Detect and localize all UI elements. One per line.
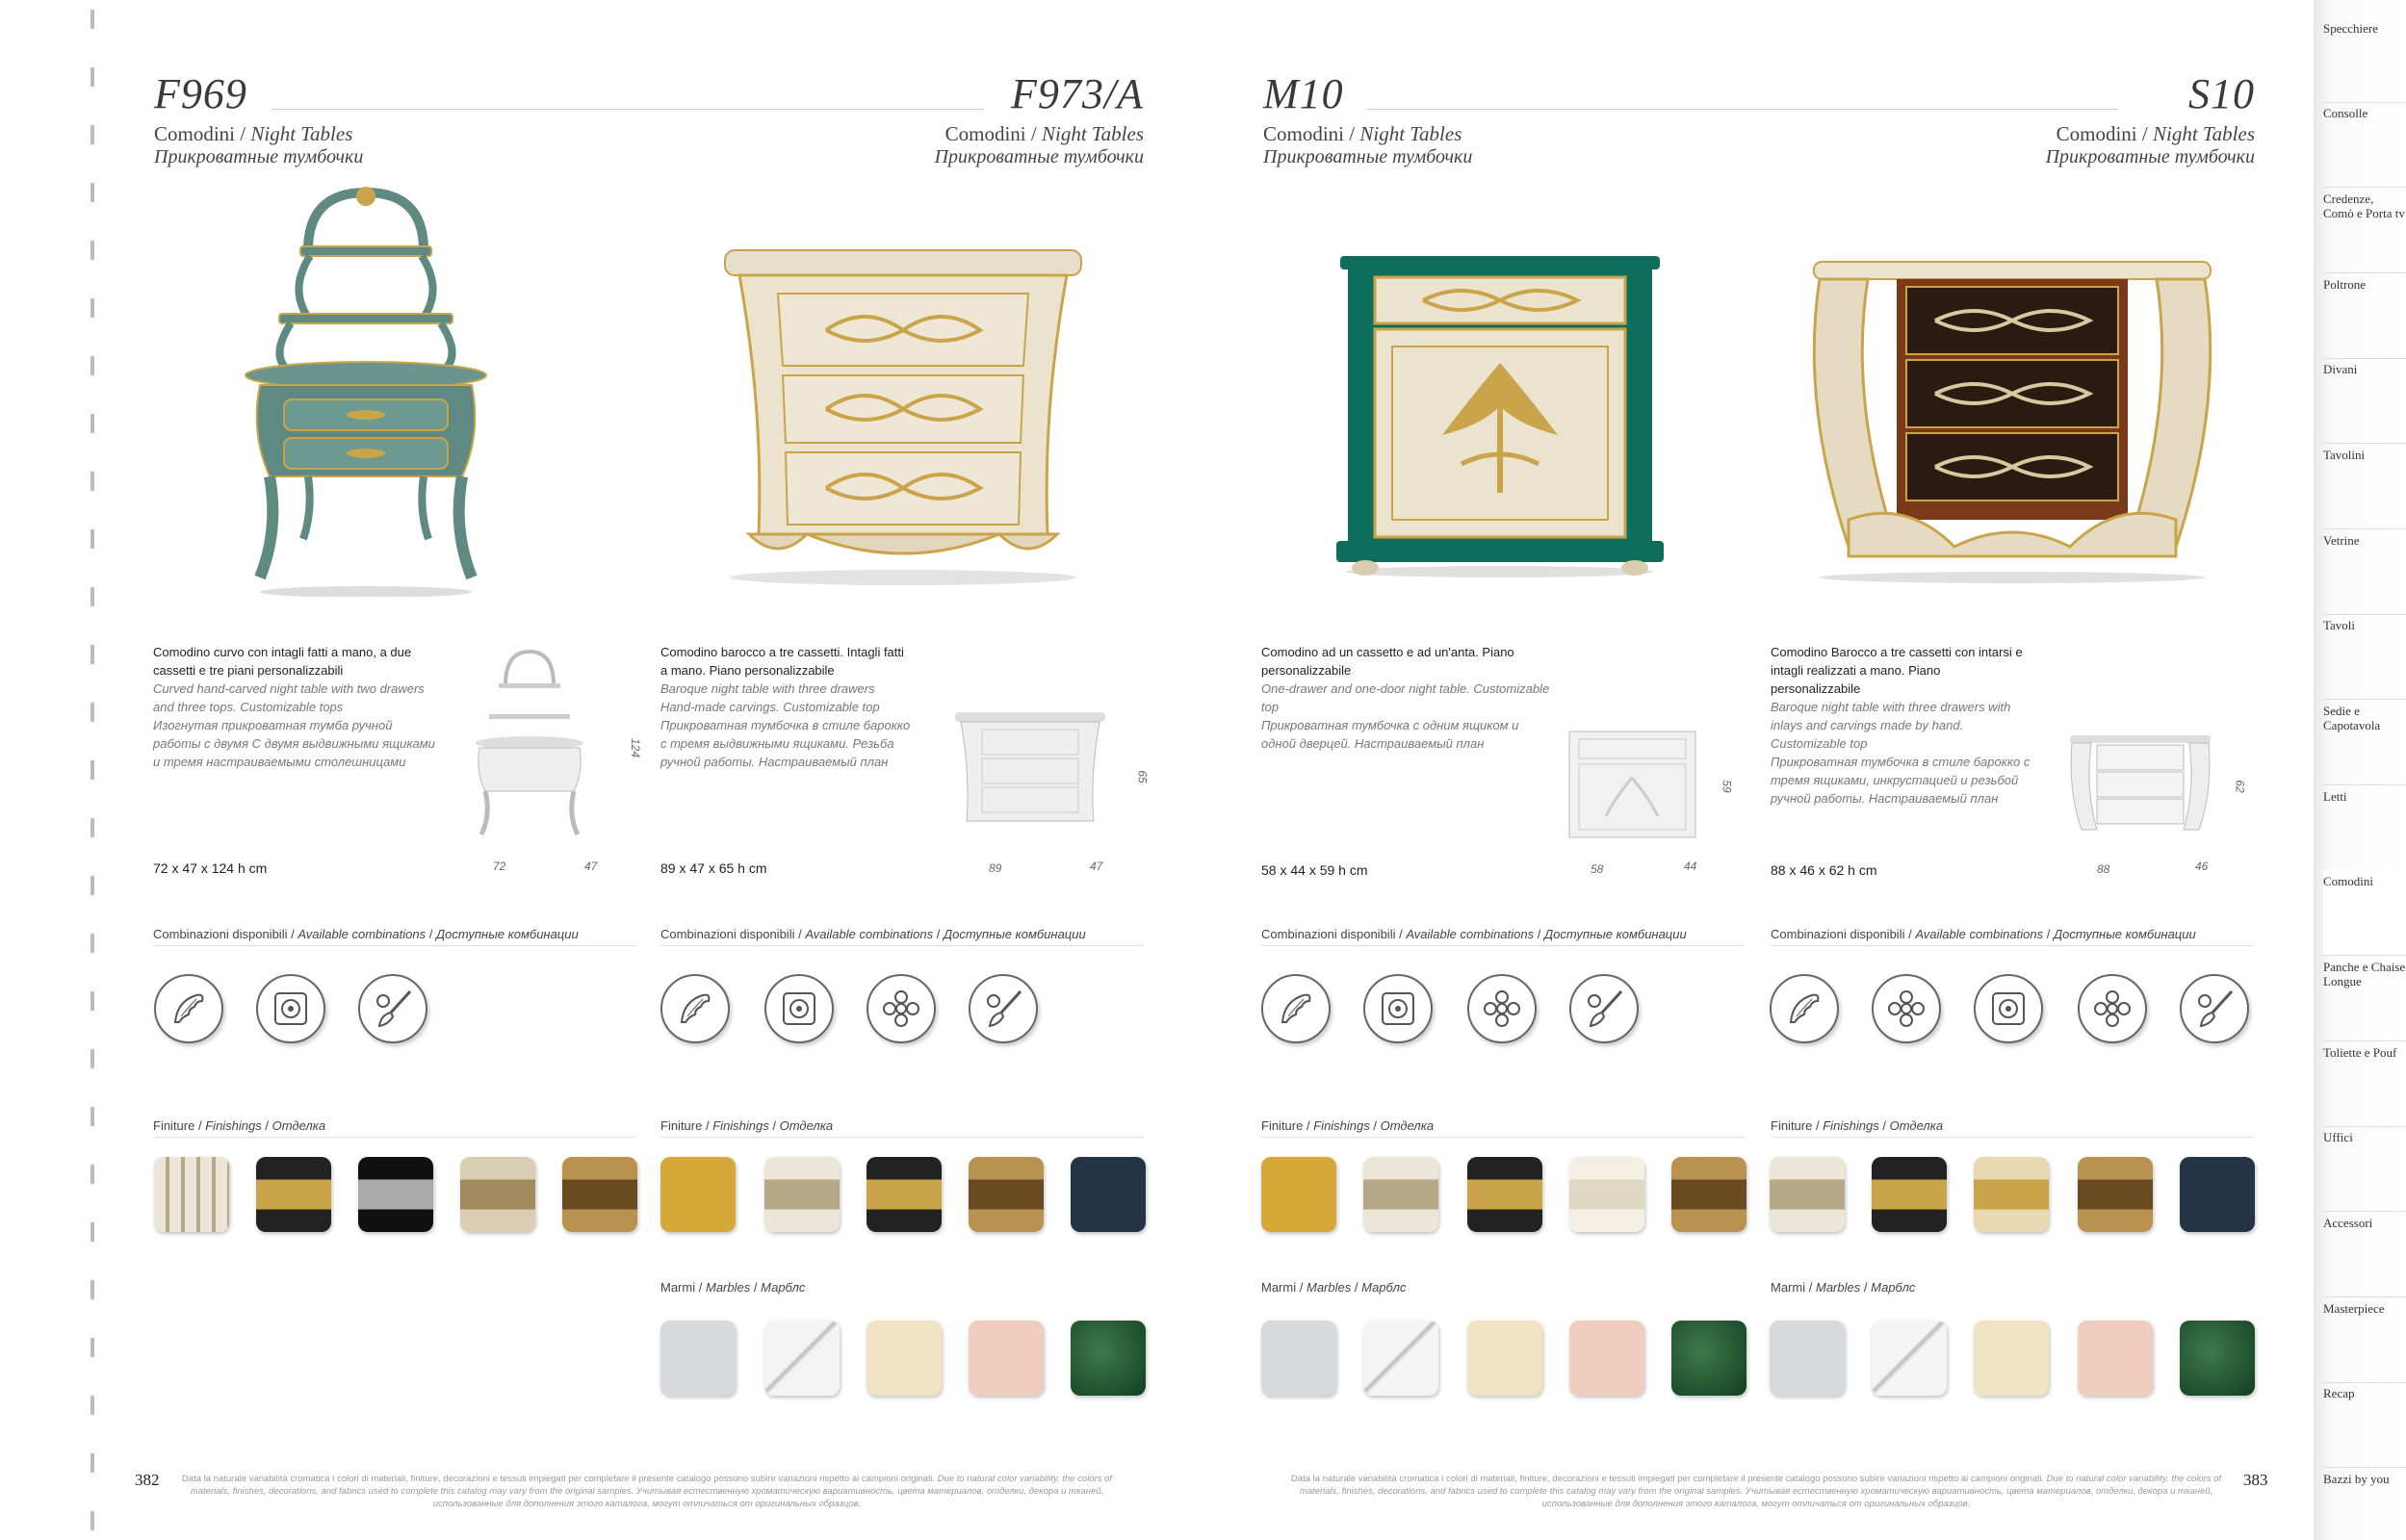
finish-swatch-navy[interactable] — [1071, 1157, 1146, 1232]
marble-swatch-cream[interactable] — [1974, 1321, 2049, 1396]
finish-swatch-black-gold[interactable] — [256, 1157, 331, 1232]
dimension-depth: 47 — [584, 860, 598, 873]
marble-swatch-green[interactable] — [2180, 1321, 2255, 1396]
combinations-label: Combinazioni disponibili / Available combinations / Доступные комбинации — [153, 927, 636, 946]
combination-panel-icon[interactable] — [764, 974, 834, 1043]
tab-masterpiece[interactable]: Masterpiece — [2323, 1297, 2406, 1383]
marble-swatch-grey[interactable] — [660, 1321, 736, 1396]
tab-vetrine[interactable]: Vetrine — [2323, 529, 2406, 615]
finishings-label: Finiture / Finishings / Отделка — [153, 1118, 636, 1138]
product-category: Comodini / Night Tables — [1263, 122, 1462, 145]
tech-drawing-m10 — [1567, 730, 1697, 845]
tab-sedie[interactable]: Sedie e Capotavola — [2323, 700, 2406, 785]
finish-swatch-bronze[interactable] — [1671, 1157, 1746, 1232]
combination-panel-icon[interactable] — [1974, 974, 2043, 1043]
product-dimensions: 88 x 46 x 62 h cm — [1771, 862, 1877, 878]
finish-swatch-ivory-silver[interactable] — [154, 1157, 229, 1232]
catalog-section-index — [2314, 0, 2406, 1540]
combination-panel-icon[interactable] — [1363, 974, 1433, 1043]
dimension-depth: 46 — [2195, 860, 2209, 873]
product-code: F973/A — [1011, 70, 1144, 117]
tab-panche[interactable]: Panche e Chaise Longue — [2323, 956, 2406, 1041]
finish-swatch-ivory-silver[interactable] — [1770, 1157, 1845, 1232]
dimension-width: 72 — [493, 860, 506, 873]
combinations-label: Combinazioni disponibili / Available combinations / Доступные комбинации — [1261, 927, 1745, 946]
finish-swatch-bronze[interactable] — [2078, 1157, 2153, 1232]
marble-swatch-cream[interactable] — [867, 1321, 942, 1396]
marble-swatch-cream[interactable] — [1467, 1321, 1542, 1396]
product-image-f969 — [241, 183, 491, 597]
marbles-label: Marmi / Marbles / Марблс — [660, 1280, 806, 1295]
product-image-m10 — [1336, 252, 1664, 579]
finishings-label: Finiture / Finishings / Отделка — [660, 1118, 1144, 1138]
dimension-height: 124 — [629, 737, 643, 758]
tab-toliette[interactable]: Toliette e Pouf — [2323, 1041, 2406, 1127]
combination-flower-icon[interactable] — [867, 974, 936, 1043]
combinations-label: Combinazioni disponibili / Available combinations / Доступные комбинации — [660, 927, 1144, 946]
product-code: M10 — [1263, 70, 1344, 117]
dimension-depth: 44 — [1684, 860, 1697, 873]
color-disclaimer-right: Data la naturale variabilità cromatica i colori di materiali, finiture, decorazioni e tessuti impiegati per completare il presente catalogo possono subire variazioni rispetto ai campioni originali. Due to natural color variability, the colors of materials, finishes, decorations, and fabrics used to complete this catalog may vary from the original samples. Учитывая естественную хроматическую вариативность, цвета материалов, отделки, декора и тканей, использованные для дополнения этого каталога, могут отличаться от оригинальных образцов. — [1290, 1474, 2222, 1509]
combination-carving-icon[interactable] — [1770, 974, 1839, 1043]
product-category: Comodini / Night Tables — [154, 122, 353, 145]
dimension-depth: 47 — [1090, 860, 1103, 873]
product-image-f973a — [720, 245, 1086, 587]
product-header-f969 — [154, 69, 655, 168]
tab-uffici[interactable]: Uffici — [2323, 1126, 2406, 1212]
marble-swatch-pink[interactable] — [2078, 1321, 2153, 1396]
marble-swatch-pink[interactable] — [1569, 1321, 1644, 1396]
tab-poltrone[interactable]: Poltrone — [2323, 273, 2406, 359]
product-description-f973a: Comodino barocco a tre cassetti. Intagli fatti a mano. Piano personalizzabile Baroque night table with three drawers Hand-made carvings. Customizable top Прикроватная тумбочка в стиле барокко с тремя выдвижными ящиками. Резьба ручной работы. Настраиваемый план — [660, 645, 911, 769]
combination-panel-icon[interactable] — [256, 974, 325, 1043]
page-number-right: 383 — [2243, 1471, 2268, 1489]
combination-carving-icon[interactable] — [1261, 974, 1331, 1043]
page-number-left: 382 — [135, 1471, 160, 1489]
combination-paint-icon[interactable] — [1569, 974, 1639, 1043]
finish-swatch-black-silver[interactable] — [358, 1157, 433, 1232]
finishings-label: Finiture / Finishings / Отделка — [1261, 1118, 1745, 1138]
marble-swatch-green[interactable] — [1071, 1321, 1146, 1396]
product-category-ru: Прикроватные тумбочки — [154, 146, 364, 167]
product-category: Comodini / Night Tables — [2056, 122, 2255, 145]
finish-swatch-ivory-silver[interactable] — [1363, 1157, 1438, 1232]
tab-specchiere[interactable]: Specchiere — [2323, 17, 2406, 103]
product-category-ru: Прикроватные тумбочки — [1263, 146, 1473, 167]
product-category: Comodini / Night Tables — [944, 122, 1144, 145]
product-description-f969: Comodino curvo con intagli fatti a mano, a due cassetti e tre piani personalizzabili Curved hand-carved night table with two drawers and three tops. Customizable tops Изогнутая прикроватная тумба ручной работы с двумя С двумя выдвижными ящиками и тремя настраиваемыми столешницами — [153, 645, 435, 769]
binding-marks — [91, 10, 94, 1530]
finish-swatch-black-gold[interactable] — [1872, 1157, 1947, 1232]
finish-swatch-bronze[interactable] — [562, 1157, 637, 1232]
product-description-s10: Comodino Barocco a tre cassetti con intarsi e intagli realizzati a mano. Piano personalizzabile Baroque night table with three drawers with inlays and carvings made by hand. Customizable top Прикроватная тумбочка в стиле барокко с тремя ящиками, инкрустацией и резьбой ручной работы. Настраиваемый план — [1771, 645, 2031, 806]
finish-swatch-ivory-gold[interactable] — [1974, 1157, 2049, 1232]
finish-swatch-ivory-silver[interactable] — [764, 1157, 840, 1232]
product-code: S10 — [2188, 70, 2255, 117]
finish-swatch-bronze[interactable] — [969, 1157, 1044, 1232]
combination-carving-icon[interactable] — [154, 974, 223, 1043]
product-category-ru: Прикроватные тумбочки — [2045, 146, 2255, 167]
product-category-ru: Прикроватные тумбочки — [934, 146, 1144, 167]
product-dimensions: 72 x 47 x 124 h cm — [153, 860, 268, 876]
combination-flower-icon[interactable] — [1467, 974, 1537, 1043]
finish-swatch-gold-leaf[interactable] — [660, 1157, 736, 1232]
marble-swatch-white-veined[interactable] — [1872, 1321, 1947, 1396]
finish-swatch-cream[interactable] — [1569, 1157, 1644, 1232]
marbles-label: Marmi / Marbles / Марблс — [1771, 1280, 1916, 1295]
tab-tavolini[interactable]: Tavolini — [2323, 444, 2406, 529]
combination-rosette-icon[interactable] — [1872, 974, 1941, 1043]
combination-paint-icon[interactable] — [358, 974, 427, 1043]
marble-swatch-grey[interactable] — [1770, 1321, 1845, 1396]
product-image-s10 — [1810, 258, 2214, 585]
product-header-m10 — [1263, 69, 1764, 168]
dimension-width: 88 — [2097, 862, 2110, 876]
finish-swatch-antique-gold[interactable] — [460, 1157, 535, 1232]
tab-recap[interactable]: Recap — [2323, 1382, 2406, 1468]
tab-consolle[interactable]: Consolle — [2323, 102, 2406, 188]
finishings-label: Finiture / Finishings / Отделка — [1771, 1118, 2254, 1138]
product-header-f973a — [643, 69, 1144, 168]
marble-swatch-white-veined[interactable] — [1363, 1321, 1438, 1396]
dimension-height: 62 — [2233, 780, 2247, 793]
marble-swatch-green[interactable] — [1671, 1321, 1746, 1396]
dimension-height: 65 — [1135, 770, 1150, 783]
combination-paint-icon[interactable] — [2180, 974, 2249, 1043]
combination-carving-icon[interactable] — [660, 974, 730, 1043]
marble-swatch-grey[interactable] — [1261, 1321, 1336, 1396]
tech-drawing-s10 — [2068, 733, 2212, 839]
finish-swatch-black-gold[interactable] — [867, 1157, 942, 1232]
combination-flower-icon[interactable] — [2078, 974, 2147, 1043]
dimension-width: 58 — [1591, 862, 1604, 876]
color-disclaimer-left: Data la naturale variabilità cromatica i colori di materiali, finiture, decorazioni e tessuti impiegati per completare il presente catalogo possono subire variazioni rispetto ai campioni originali. Due to natural color variability, the colors of materials, finishes, decorations, and fabrics used to complete this catalog may vary from the original samples. Учитывая естественную хроматическую вариативность, цвета материалов, отделки, декора и тканей, использованные для дополнения этого каталога, могут отличаться от оригинальных образцов. — [181, 1474, 1113, 1509]
finish-swatch-navy[interactable] — [2180, 1157, 2255, 1232]
tab-credenze[interactable]: Credenze, Comò e Porta tv — [2323, 188, 2406, 273]
product-header-s10 — [1754, 69, 2255, 168]
combination-paint-icon[interactable] — [969, 974, 1038, 1043]
tab-tavoli[interactable]: Tavoli — [2323, 614, 2406, 700]
finish-swatch-gold-leaf[interactable] — [1261, 1157, 1336, 1232]
tab-accessori[interactable]: Accessori — [2323, 1212, 2406, 1297]
tab-letti[interactable]: Letti — [2323, 785, 2406, 871]
finish-swatch-black-gold[interactable] — [1467, 1157, 1542, 1232]
marbles-label: Marmi / Marbles / Марблс — [1261, 1280, 1407, 1295]
dimension-width: 89 — [989, 861, 1002, 875]
tab-comodini[interactable]: Comodini — [2323, 870, 2406, 956]
tab-divani[interactable]: Divani — [2323, 358, 2406, 444]
tech-drawing-f973a — [953, 710, 1107, 835]
marble-swatch-pink[interactable] — [969, 1321, 1044, 1396]
product-description-m10: Comodino ad un cassetto e ad un'anta. Piano personalizzabile One-drawer and one-door night table. Customizable top Прикроватная тумбочка с одним ящиком и одной дверцей. Настраиваемый план — [1261, 645, 1550, 751]
product-dimensions: 89 x 47 x 65 h cm — [660, 860, 767, 876]
tech-drawing-f969 — [472, 647, 587, 839]
product-code: F969 — [154, 70, 247, 117]
dimension-height: 59 — [1720, 780, 1734, 793]
marble-swatch-white-veined[interactable] — [764, 1321, 840, 1396]
combinations-label: Combinazioni disponibili / Available combinations / Доступные комбинации — [1771, 927, 2254, 946]
tab-bazzi-by-you[interactable]: Bazzi by you — [2323, 1472, 2390, 1486]
product-dimensions: 58 x 44 x 59 h cm — [1261, 862, 1368, 878]
